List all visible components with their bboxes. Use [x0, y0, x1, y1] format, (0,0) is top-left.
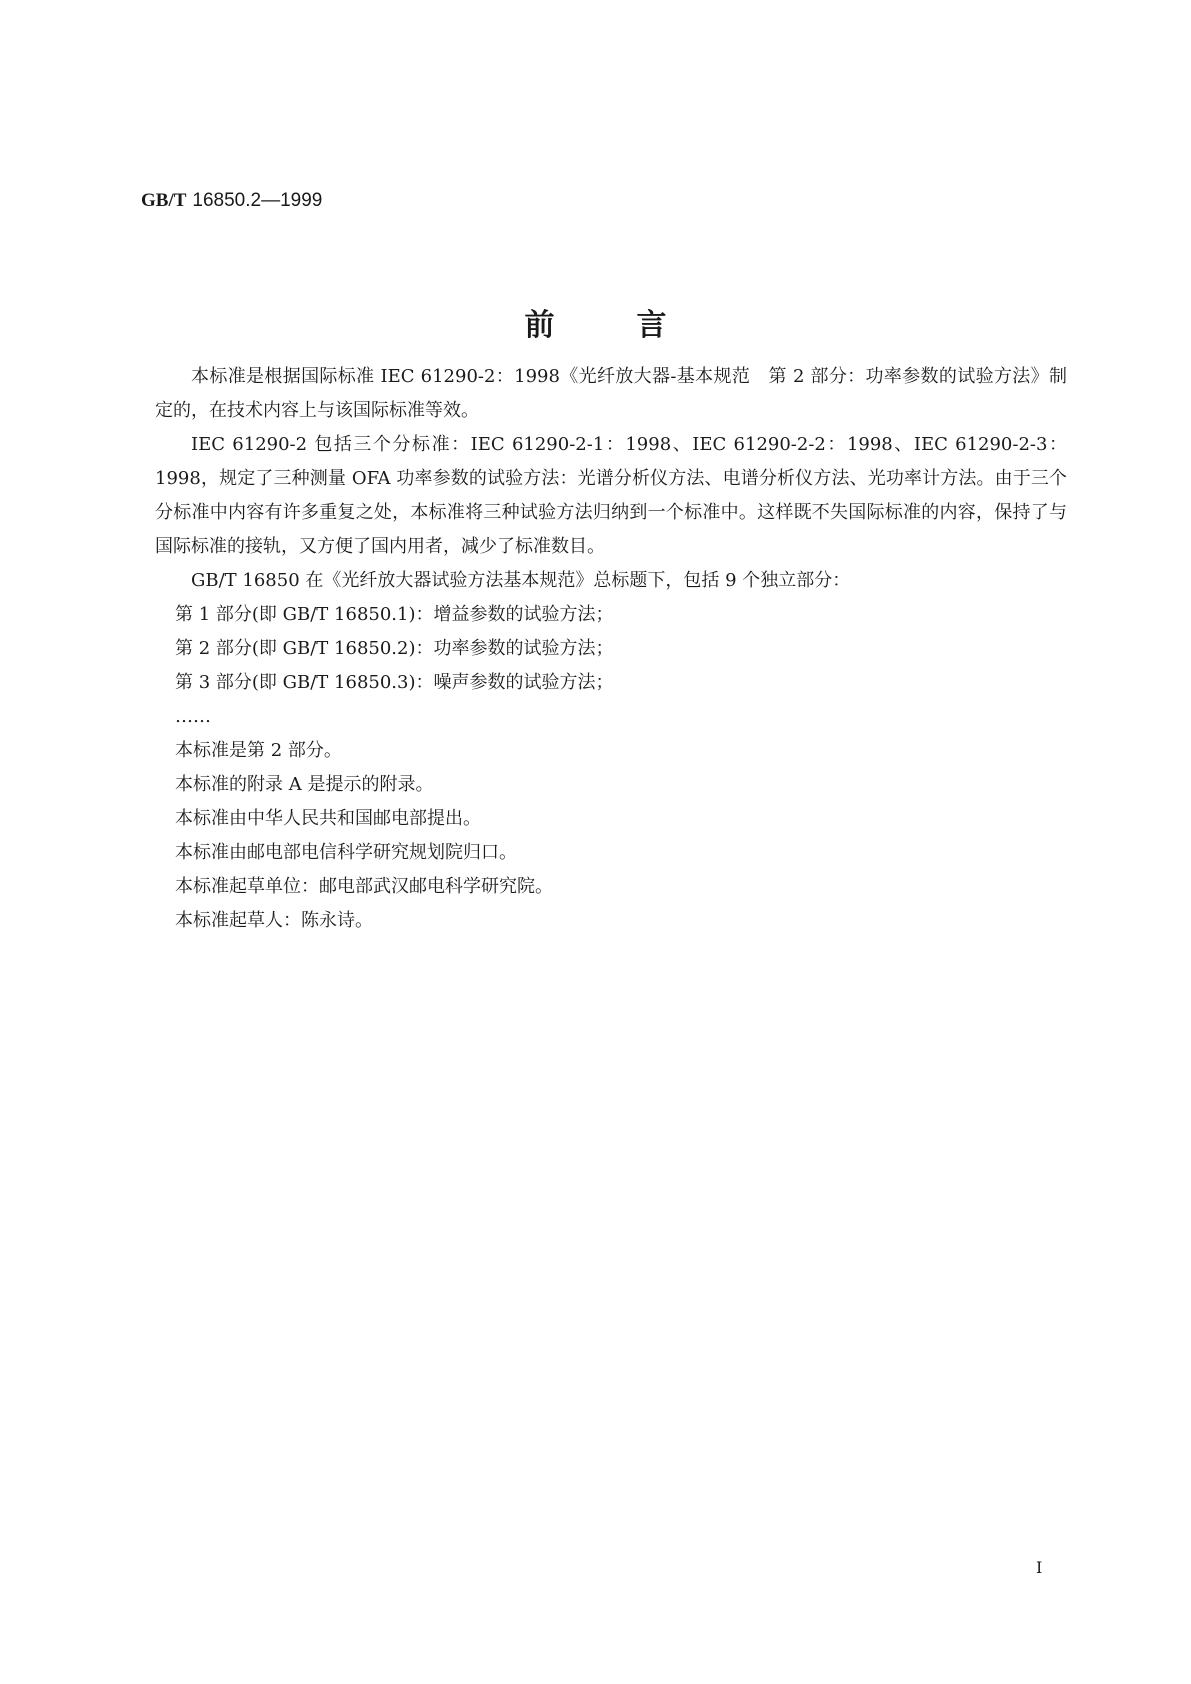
statement-item: 本标准是第 2 部分。: [175, 740, 342, 761]
statement-item: 本标准起草人：陈永诗。: [175, 910, 373, 931]
page-number: I: [1036, 1558, 1043, 1577]
standard-code-prefix: GB/T: [141, 190, 187, 211]
paragraph-basis: 本标准是根据国际标准 IEC 61290-2：1998《光纤放大器-基本规范 第 2 部分：功率参数的试验方法》制定的，在技术内容上与该国际标准等效。: [155, 366, 1067, 421]
part-item: 第 2 部分(即 GB/T 16850.2)：功率参数的试验方法；: [175, 638, 614, 659]
part-item-ellipsis: ……: [175, 706, 211, 727]
standard-code: [141, 186, 322, 215]
standard-code-number: 16850.2—1999: [192, 190, 323, 211]
statement-item: 本标准由中华人民共和国邮电部提出。: [175, 808, 481, 829]
paragraph-scope: IEC 61290-2 包括三个分标准：IEC 61290-2-1：1998、IEC 61290-2-2：1998、IEC 61290-2-3：1998，规定了三种测量 OFA 功率参数的试验方法：光谱分析仪方法、电谱分析仪方法、光功率计方法。由于三个分标准中内容有许多重复之处，本标准将三种试验方法归纳到一个标准中。这样既不失国际标准的内容，保持了与国际标准的接轨，又方便了国内用者，减少了标准数目。: [155, 434, 1067, 557]
statement-item: 本标准由邮电部电信科学研究规划院归口。: [175, 842, 517, 863]
page-title: 前言: [524, 308, 749, 343]
part-item: 第 1 部分(即 GB/T 16850.1)：增益参数的试验方法；: [175, 604, 614, 625]
preface-body: [155, 360, 1067, 938]
preface-list: [155, 598, 1067, 938]
statement-item: 本标准起草单位：邮电部武汉邮电科学研究院。: [175, 876, 553, 897]
part-item: 第 3 部分(即 GB/T 16850.3)：噪声参数的试验方法；: [175, 672, 614, 693]
paragraph-series: GB/T 16850 在《光纤放大器试验方法基本规范》总标题下，包括 9 个独立部分：: [191, 570, 851, 591]
statement-item: 本标准的附录 A 是提示的附录。: [175, 774, 434, 795]
